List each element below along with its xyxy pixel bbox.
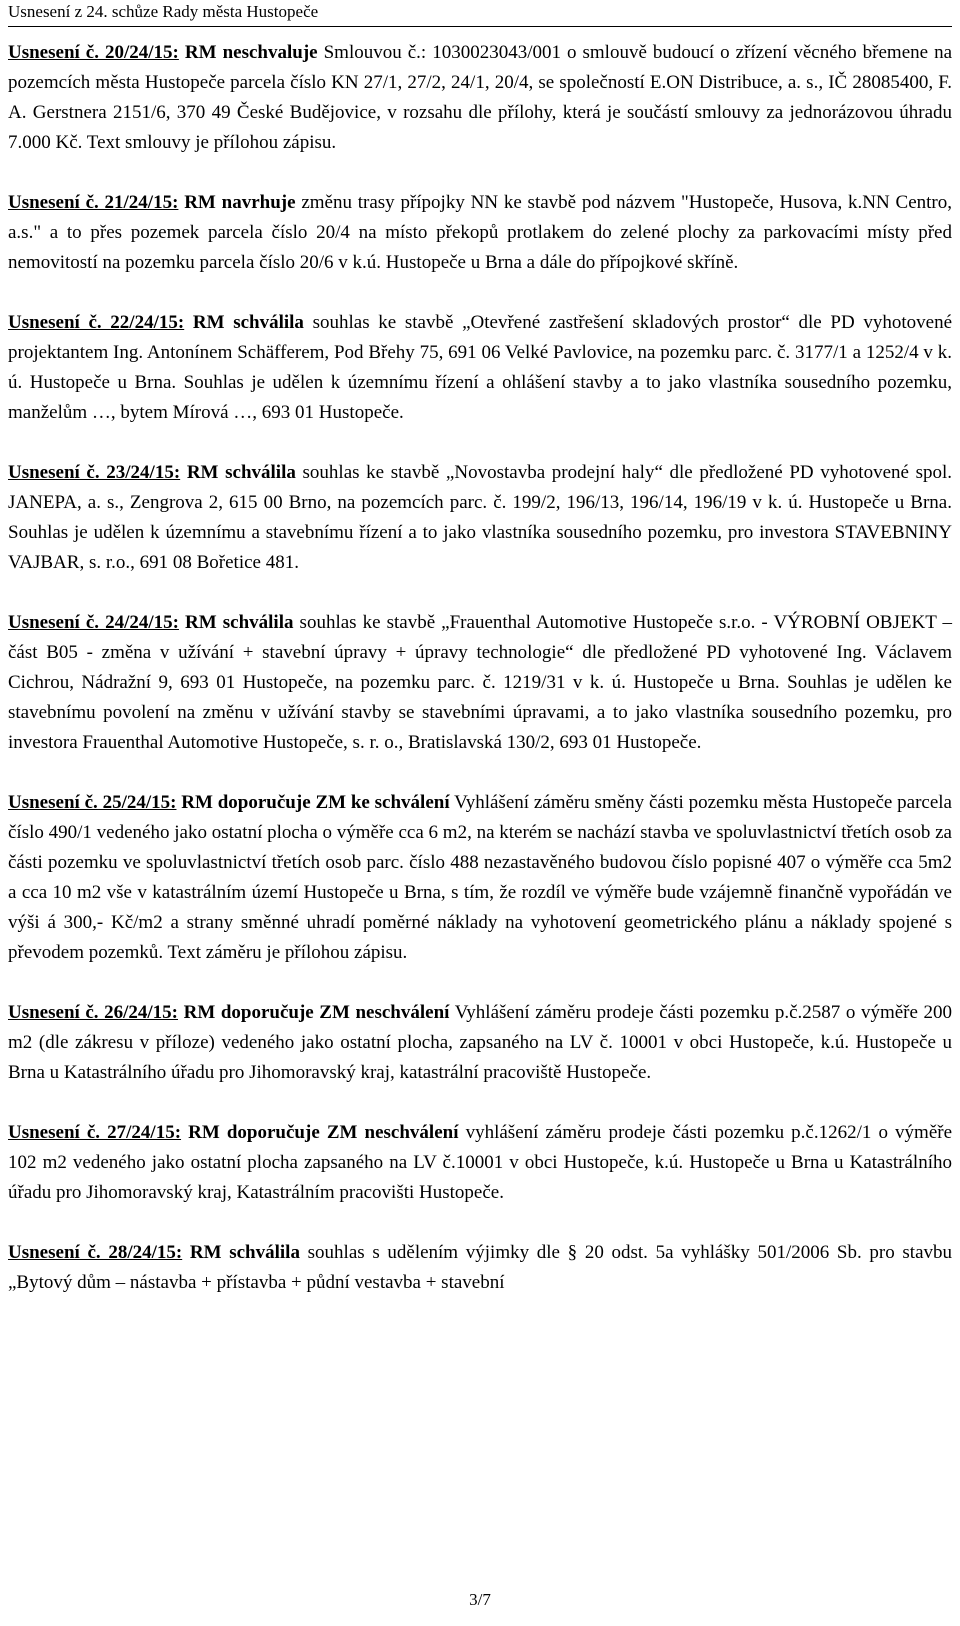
resolution-decision: RM doporučuje ZM ke schválení <box>181 792 450 813</box>
resolution-decision: RM schválila <box>192 312 304 333</box>
resolution-number: Usnesení č. 22/24/15: <box>8 312 185 333</box>
resolution-27 <box>8 1118 952 1208</box>
resolution-20 <box>8 38 952 158</box>
resolution-decision: RM schválila <box>185 612 294 633</box>
header-divider <box>8 26 952 27</box>
resolution-number: Usnesení č. 24/24/15: <box>8 612 179 633</box>
resolution-24 <box>8 608 952 758</box>
resolution-decision: RM schválila <box>189 1242 300 1263</box>
resolution-text: souhlas s udělením výjimky dle § 20 odst. 5a vyhlášky 501/2006 Sb. pro stavbu „Bytový dům – nástavba + přístavba + půdní vestavba + stavební <box>8 1242 953 1293</box>
resolution-text: vyhlášení záměru prodeje části pozemku p.č.1262/1 o výměře 102 m2 vedeného jako ostatní plocha zapsaného na LV č.10001 v obci Hustopeče, k.ú. Hustopeče u Brna u Katastrálního úřadu pro Jihomoravský kraj, Katastrálním pracovišti Hustopeče. <box>8 1122 953 1203</box>
resolution-number: Usnesení č. 20/24/15: <box>8 42 179 63</box>
resolution-26 <box>8 998 952 1088</box>
resolution-21 <box>8 188 952 278</box>
resolution-text: Smlouvou č.: 1030023043/001 o smlouvě budoucí o zřízení věcného břemene na pozemcích města Hustopeče parcela číslo KN 27/1, 27/2, 24/1, 20/4, se společností E.ON Distribuce, a. s., IČ 28085400, F. A. Gerstnera 2151/6, 370 49 České Budějovice, v rozsahu dle přílohy, která je součástí smlouvy za jednorázovou úhradu 7.000 Kč. Text smlouvy je přílohou zápisu. <box>8 42 953 153</box>
resolution-28 <box>8 1238 952 1298</box>
resolution-decision: RM schválila <box>186 462 296 483</box>
resolution-number: Usnesení č. 25/24/15: <box>8 792 177 813</box>
resolution-22 <box>8 308 952 428</box>
resolution-23 <box>8 458 952 578</box>
resolution-number: Usnesení č. 27/24/15: <box>8 1122 182 1143</box>
resolution-decision: RM navrhuje <box>184 192 296 213</box>
resolution-decision: RM neschvaluje <box>184 42 318 63</box>
resolution-text: změnu trasy přípojky NN ke stavbě pod názvem "Hustopeče, Husova, k.NN Centro, a.s." a to přes pozemek parcela číslo 20/4 na místo překopů protlakem do zelené plochy za parkovacími místy před nemovitostí na pozemku parcela číslo 20/6 v k.ú. Hustopeče u Brna a dále do přípojkové skříně. <box>8 192 952 273</box>
resolution-decision: RM doporučuje ZM neschválení <box>183 1002 450 1023</box>
resolution-25 <box>8 788 952 968</box>
resolution-number: Usnesení č. 21/24/15: <box>8 192 179 213</box>
resolution-number: Usnesení č. 28/24/15: <box>8 1242 183 1263</box>
resolution-text: Vyhlášení záměru prodeje části pozemku p.č.2587 o výměře 200 m2 (dle zákresu v příloze) vedeného jako ostatní plocha, zapsaného na LV č. 10001 v obci Hustopeče, k.ú. Hustopeče u Brna u Katastrálního úřadu pro Jihomoravský kraj, katastrální pracoviště Hustopeče. <box>8 1002 952 1083</box>
resolutions-list <box>8 38 952 1328</box>
resolution-decision: RM doporučuje ZM neschválení <box>188 1122 459 1143</box>
page-header: Usnesení z 24. schůze Rady města Hustopeče <box>8 2 319 21</box>
resolution-number: Usnesení č. 26/24/15: <box>8 1002 179 1023</box>
resolution-number: Usnesení č. 23/24/15: <box>8 462 181 483</box>
resolution-text: Vyhlášení záměru směny části pozemku města Hustopeče parcela číslo 490/1 vedeného jako ostatní plocha o výměře cca 6 m2, na kterém se nachází stavba ve spoluvlastnictví třetích osob za části pozemku ve spoluvlastnictví třetích osob parc. číslo 488 nezastavěného budovou číslo popisné 407 o výměře cca 5m2 a cca 10 m2 vše v katastrálním území Hustopeče u Brna, s tím, že rozdíl ve výměře bude vzájemně finančně vypořádán ve výši á 300,- Kč/m2 a strany směnné uhradí poměrné náklady na vyhotovení geometrického plánu a náklady spojené s převodem pozemků. Text záměru je přílohou zápisu. <box>8 792 952 963</box>
resolution-text: souhlas ke stavbě „Novostavba prodejní haly“ dle předložené PD vyhotovené spol. JANEPA, a. s., Zengrova 2, 615 00 Brno, na pozemcích parc. č. 199/2, 196/13, 196/14, 196/19 v k. ú. Hustopeče u Brna. Souhlas je udělen k územnímu a stavebnímu řízení a to jako vlastníka sousedního pozemku, pro investora STAVEBNINY VAJBAR, s. r.o., 691 08 Bořetice 481. <box>8 462 953 573</box>
resolution-text: souhlas ke stavbě „Otevřené zastřešení skladových prostor“ dle PD vyhotovené projektantem Ing. Antonínem Schäfferem, Pod Břehy 75, 691 06 Velké Pavlovice, na pozemku parc. č. 3177/1 a 1252/4 v k. ú. Hustopeče u Brna. Souhlas je udělen k územnímu řízení a ohlášení stavby a to jako vlastníka sousedního pozemku, manželům …, bytem Mírová …, 693 01 Hustopeče. <box>8 312 953 423</box>
page-number: 3/7 <box>469 1590 491 1609</box>
resolution-text: souhlas ke stavbě „Frauenthal Automotive Hustopeče s.r.o. - VÝROBNÍ OBJEKT – část B05 - změna v užívání + stavební úpravy + úpravy technologie“ dle předložené PD vyhotovené Ing. Václavem Cichrou, Nádražní 9, 693 01 Hustopeče, na pozemku parc. č. 1219/31 v k. ú. Hustopeče u Brna. Souhlas je udělen ke stavebnímu povolení na změnu v užívání stavby se stavebními úpravami, a to jako vlastníka sousedního pozemku, pro investora Frauenthal Automotive Hustopeče, s. r. o., Bratislavská 130/2, 693 01 Hustopeče. <box>8 612 953 753</box>
